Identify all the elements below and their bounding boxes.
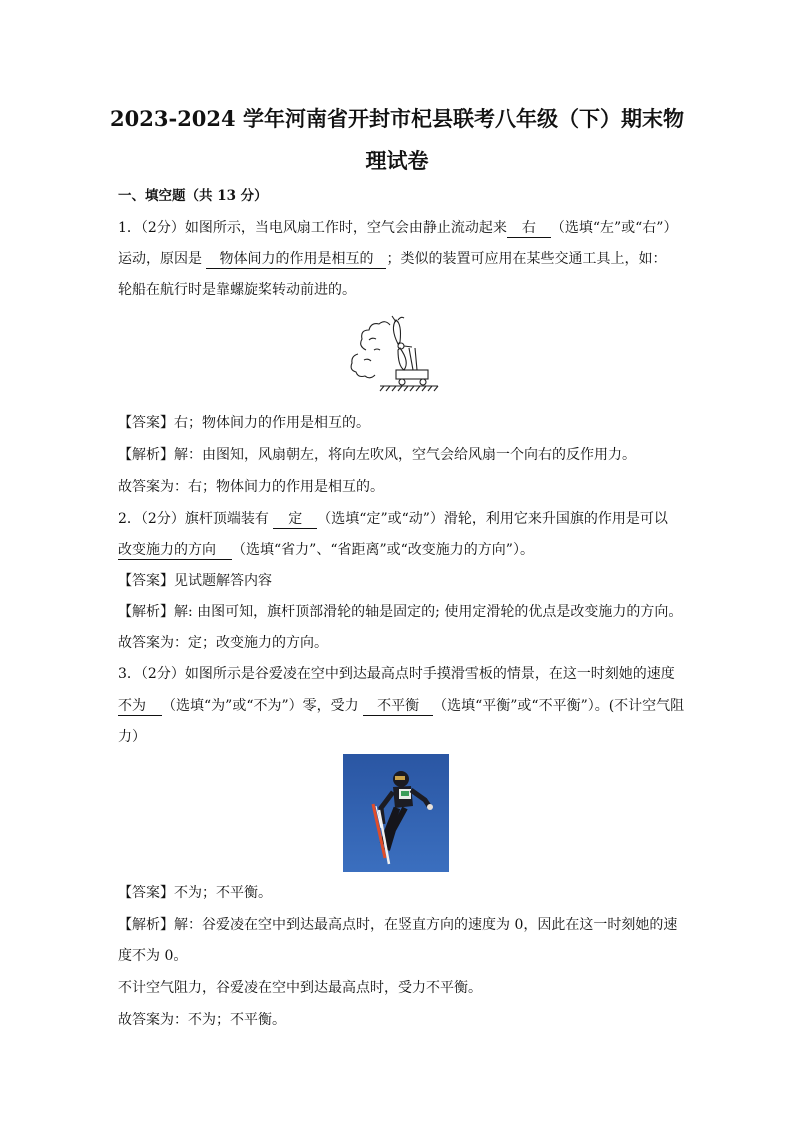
fan-blade — [393, 320, 400, 344]
page-title-line-2: 理试卷 — [365, 148, 429, 173]
q2-text: （选填“定”或“动”）滑轮，利用它来升国旗的作用是可以 — [317, 511, 668, 527]
q3-text: （选填“平衡”或“不平衡”）。(不计空气阻 — [433, 698, 685, 714]
skier-photo — [343, 754, 449, 872]
q2-text: （选填“省力”、“省距离”或“改变施力的方向”）。 — [232, 542, 534, 558]
q3-line-2 — [118, 697, 688, 716]
q1-line-1 — [118, 219, 688, 238]
air-puff — [364, 338, 380, 361]
q1-answer: 【答案】右；物体间力的作用是相互的。 — [118, 415, 370, 431]
q3-answer-blank-2: 不平衡 — [363, 698, 433, 716]
section-heading: 一、填空题（共 13 分） — [118, 188, 268, 204]
q2-analysis: 【解析】解: 由图可知，旗杆顶部滑轮的轴是固定的; 使用定滑轮的优点是改变施力的方向。 — [118, 604, 683, 620]
q2-answer-blank-1: 定 — [273, 511, 317, 529]
air-puff — [361, 322, 390, 350]
q2-line-2 — [118, 541, 688, 560]
q3-line-3: 力） — [118, 729, 146, 745]
q1-line-3: 轮船在航行时是靠螺旋桨转动前进的。 — [118, 282, 356, 298]
q2-answer-blank-2: 改变施力的方向 — [118, 542, 232, 560]
q1-text: 1．（2分）如图所示，当电风扇工作时，空气会由静止流动起来 — [118, 220, 507, 236]
q1-answer-blank-2: 物体间力的作用是相互的 — [206, 251, 386, 269]
q1-analysis: 【解析】解：由图知，风扇朝左，将向左吹风，空气会给风扇一个向右的反作用力。 — [118, 447, 636, 463]
q3-analysis-line-1: 【解析】解：谷爱凌在空中到达最高点时，在竖直方向的速度为 0，因此在这一时刻她的速 — [118, 917, 678, 933]
page-title-line-1: 2023-2024 学年河南省开封市杞县联考八年级（下）期末物 — [110, 106, 684, 131]
q1-text: ；类似的装置可应用在某些交通工具上，如： — [386, 251, 667, 267]
q2-answer: 【答案】见试题解答内容 — [118, 573, 272, 589]
q3-analysis-line-3: 不计空气阻力，谷爱凌在空中到达最高点时，受力不平衡。 — [118, 980, 482, 996]
q2-line-1 — [118, 510, 688, 529]
q2-text: 2．（2分）旗杆顶端装有 — [118, 511, 269, 527]
fan-cart-figure — [346, 310, 448, 400]
q1-answer-blank-1: 右 — [507, 220, 551, 238]
q1-text: （选填“左”或“右”） — [550, 220, 678, 236]
q3-analysis-line-2: 度不为 0。 — [118, 948, 188, 964]
fan-blade-tip — [392, 316, 404, 322]
ground-hatch — [380, 386, 438, 391]
q3-answer-blank-1: 不为 — [118, 698, 162, 716]
q2-conclusion: 故答案为：定；改变施力的方向。 — [118, 635, 328, 651]
fan-blade — [398, 348, 406, 370]
q3-answer: 【答案】不为；不平衡。 — [118, 885, 272, 901]
q3-line-1: 3．（2分）如图所示是谷爱凌在空中到达最高点时手摸滑雪板的情景，在这一时刻她的速度 — [118, 666, 675, 682]
q1-text: 运动，原因是 — [118, 251, 202, 267]
q3-conclusion: 故答案为：不为；不平衡。 — [118, 1012, 286, 1028]
q1-conclusion: 故答案为：右；物体间力的作用是相互的。 — [118, 479, 384, 495]
q1-line-2 — [118, 250, 688, 269]
air-puff — [351, 354, 375, 378]
q3-text: （选填“为”或“不为”）零，受力 — [162, 698, 359, 714]
